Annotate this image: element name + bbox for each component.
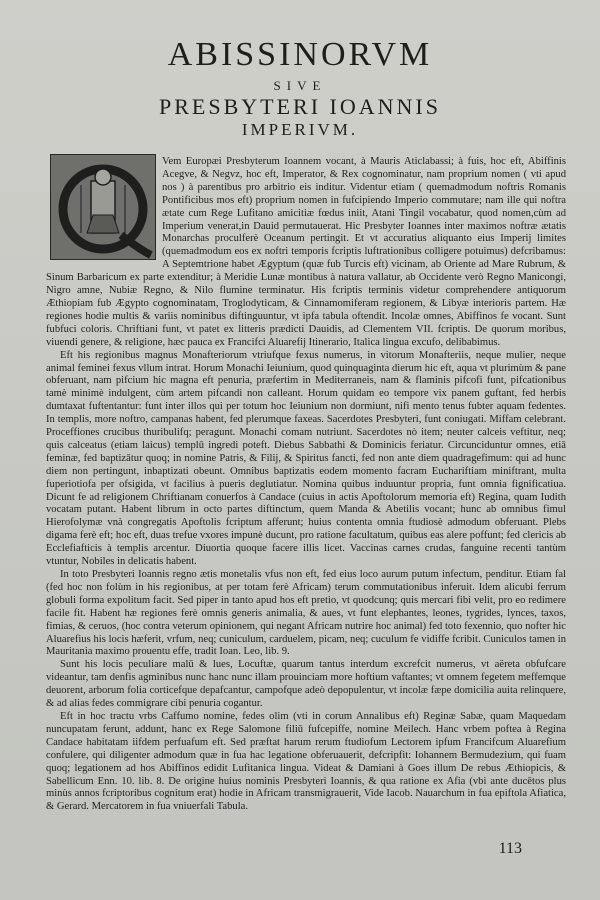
paragraph-5: Eft in hoc tractu vrbs Caffumo nomine, fedes olim (vti in corum Annalibus eft) Reginæ Sabæ, quam Maquedam nuncupatam ferunt, addunt, hanc ex Rege Salomone filiū fufcepiffe, nomine Meilech. Hanc vrbem poftea à Regina Candace habitatam iifdem perfuafum eft. Sed præftat harum rerum ftudiofum Lectorem ipfum Francifcum Aluarefium confulere, qui diligenter admodum quæ in fua hac legatione obferuauerit, defcripfit: Iohannem Bermudezium, qui fuam quoq; legationem ad hos Abiffinos edidit Lufitanica lingua. Videat & Damiani à Goes illum De rebus Æthiopicis, & Sabellicum Enn. 10. lib. 8. De origine huius nominis Presbyteri Ioannis, & qua ratione ex Afia (vbi ante ducētos plus minùs annos fcriptoribus cognitum erat) hodie in Africam transmigrauerit, Vide Iacob. Nauarchum in fua epiftola Afiatica, & Gerard. Mercatorem in fua vniuerfali Tabula.: [46, 710, 566, 813]
page-title: ABISSINORVM: [167, 36, 433, 73]
initial-space: [46, 156, 156, 262]
page-subtitle-imperium: IMPERIVM.: [241, 120, 359, 139]
page-number: 113: [498, 840, 522, 857]
paragraph-3: In toto Presbyteri Ioannis regno ætis monetalis vfus non eft, fed eius loco aurum putum infectum, penditur. Etiam fal (fed hoc non folùm in his regionibus, at per totam ferè Africam) terum commutationibus inferuit. Idem alicubi ferrum globuli forma expolitum facit. Sed piper in tanto apud hos eft pretio, vt quodcunq; quis mercari fibi velit, pro eo redimere facile fit. Habent hæ regiones ferè omnis generis animalia, & aues, vt funt elephantes, leones, tygrides, lynces, taxos, fimias, & ceruos, (hoc contra veterum opinionem, qui negant Africam nutrire hoc animal) fed toto fexennio, quo nofter hic Aluarefius his locis hæferit, vrfum, neq; cuniculum, carduelem, picam, neq; cuculum fe vidiffe fcribit. Cuniculos tamen in Mauritania maximo prouentu effe, tradit Ioan. Leo, lib. 9.: [46, 569, 566, 658]
paragraph-2: Eft his regionibus magnus Monafteriorum vtriufque fexus numerus, in vitorum Monafteriis, neque mulier, neque animal feminei fexus vllum intrat. Horum Monachi Ieiunium, quod quinquaginta dierum hic eft, aqua vt plurimùm & pane obferuant, nam pifcium hic magna eft penuria, præfertim in Mediterraneis, nam & flaminis pifcofi funt, pifcationibus tamè minimè indulgent, cùm artem pifcandi non calleant. Horum quidam eo tempore vix panem guftant, fed herbis dumtaxat fuftentantur: funt inter illos qui per totum hoc Ieiunium non dormiunt, nifi mento tenus fubter aquam fedentes. In templis, more noftro, campanas habent, fed plerumque faxeas. Sacerdotes Presbyteri, funt coniugati. Miffam celebrant. Proceffiones crucibus thuribulifq; peragunt. Monachi comam nutriunt. Sacerdotes nò item; neuter calceis veftitur, neq; quis calceatus (etiam laicus) templū ingredi poteft. Diebus Sabbathi & Dominicis feriatur. Circunciduntur omnes, etiā feminæ, fed baptizātur quoq; in nomine Patris, & Filij, & Spiritus fancti, fed non ante diem quadragefimum: qui ad hunc diem non pertingunt, inbaptizati obeunt. Omnibus baptizatis eodem momento facram Euchariftiam miniftrant, multa fuperiotiofa per ofsigida, vt facilius à pueris deglutiatur. Nomina quibus induuntur propria, funt omnia fignificatiua. Dicunt fe ad religionem Chriftianam conuerfos à Candace (cuius in actis Apoftolorum memoria eft) Regina, quam Iudith vocatam putant. Habent librum in octo partes diftinctum, quem Manda & Abetilis vocant; hunc ab omnibus fimul Hierofolymæ vnà congregatis Apoftolis fcriptum afferunt; huius contenta omnia ftudiosè admodum obferuant. Plebs digama ferè eft; hoc eft, duas trefue vxores impunè ducunt, pro ratione facultatum, quibus eas alere poffunt; fed clericis ab Ecclefiafticis à templis arcentur. Diuortia quoque facere illis licet. Vaccinas carnes crudas, fanguine recenti tantùm vtuntur, Nobiles in delicatis habent.: [46, 349, 566, 568]
paragraph-1: Vem Europæi Presbyterum Ioannem vocant, à Mauris Aticlabassi; à fuis, hoc eft, Abiffinis Acegve, & Negvz, hoc eft, Imperator, & Rex cognominatur, nam proprium nomen ( vti apud nos ) à parentibus pro arbitrio eis inditur. Videntur etiam ( quemadmodum noftris Romanis Pontificibus mos eft) proprium nomen in fufcipiendo Imperio commutare; nam ille qui noftra ætate cum Rege Lufitano amicitiæ fœdus iniit, Atani Tingil vocabatur, quod nomen,cùm ad Imperium venerat,in Dauid permutauerat. Hic Presbyter Ioannes inter maximos noftræ ætatis Monarchas proculferè Oceanum pertingit. Et vt accuratius aliquanto eius Imperij limites (quemadmodum eos ex noftri temporis fcriptis luftrationibus colligere potuimus) defcribamus: A Septemtrione habet Ægyptum (quæ fub Turcis eft) vicinam, ab Oriente ad Mare Rubrum, & Sinum Barbaricum ex parte extenditur; à Meridie Lunæ montibus à natura vallatur, ab Occidente verò Regno Manicongi, Nigro amne, Nubiæ Regno, & Nilo flumine terminatur. His fcriptis terminis videtur comprehendere antiquorum Æthiopiam fub Ægypto cognominatam, Troglodyticam, & Cinnamomiferam regionem, & Libyæ interioris partem. Hæ regiones hodie multis & variis nominibus diftinguuntur, vt ipfa tabula oftendit. Incolæ omnes, Abiffinos fe vocant. Sunt fubfuci coloris. Chriftiani funt, vt patet ex litteris prædicti Dauidis, ad Clementem VII. fcriptis. De quorum moribus, viuendi genere, & religione, hæc pauca ex Francifci Aluarefij Itinerario, Italica lingua excufo, delibabimus.: [46, 156, 566, 348]
body-text: [46, 156, 566, 814]
page-subtitle-presbyteri: PRESBYTERI IOANNIS: [159, 94, 441, 119]
page-subtitle-sive: SIVE: [273, 78, 327, 93]
paragraph-4: Sunt his locis peculiare malū & lues, Locuftæ, quarum tantus interdum excrefcit numerus, vt aëreta obfufcare videantur, tam denfis agminibus nunc hanc nunc illam prouinciam more hoftium vaftantes; vt omnem fegetem meffemque deuorent, arborum folia corticefque depafcantur, campofque adeò depopulentur, vt incolæ fæpe domicilia auita relinquere, & ad alias fedes commigrare cibi penuria cogantur.: [46, 659, 566, 710]
